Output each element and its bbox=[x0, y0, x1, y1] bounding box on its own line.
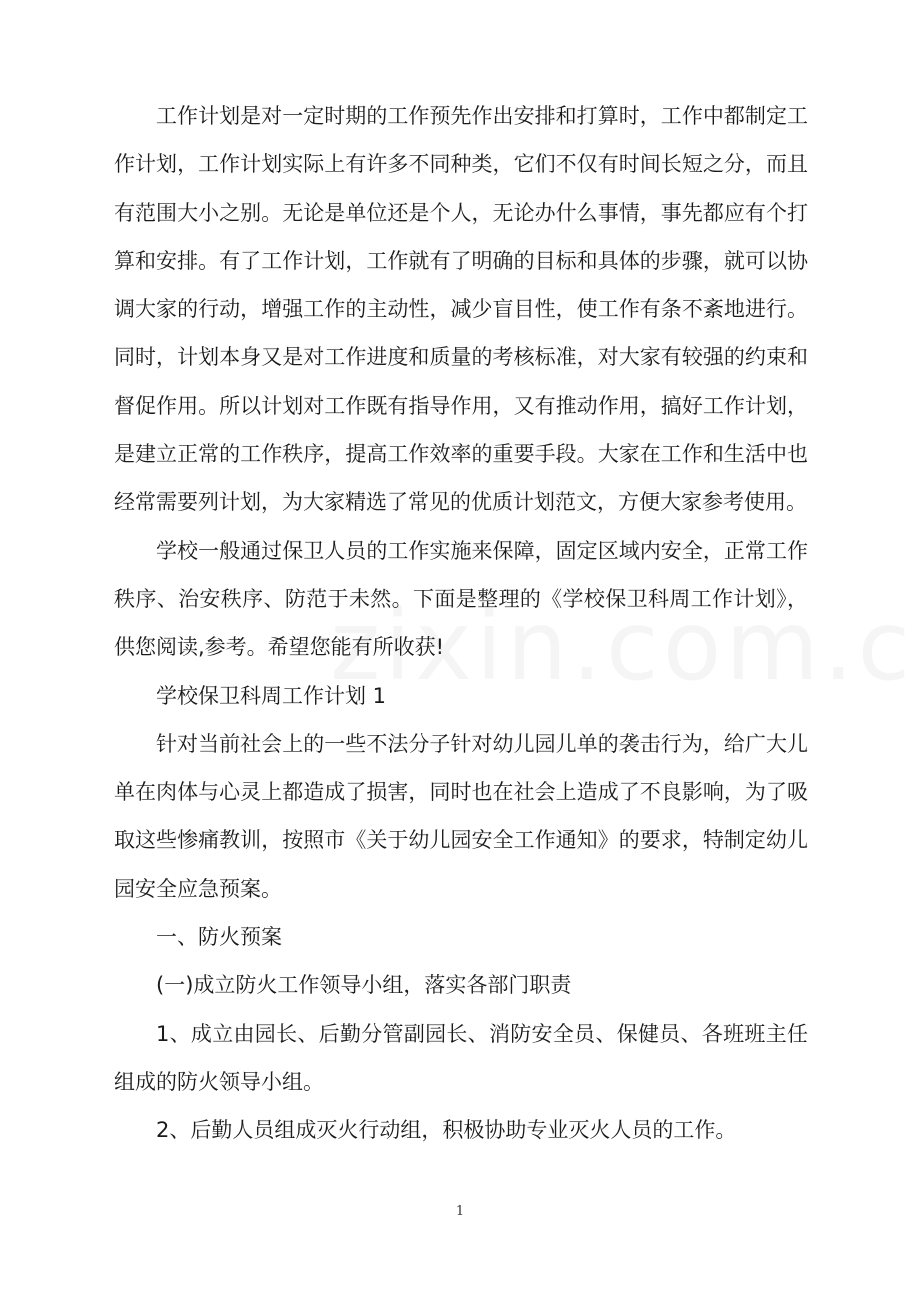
body-paragraph: 针对当前社会上的一些不法分子针对幼儿园儿单的袭击行为，给广大儿单在肉体与心灵上都造成了损害，同时也在社会上造成了不良影响，为了吸取这些惨痛教训，按照市《关于幼儿园安全工作通知》的要求，特制定幼儿园安全应急预案。 bbox=[114, 731, 808, 901]
heading-level-2: (一)成立防火工作领导小组，落实各部门职责 bbox=[156, 973, 572, 998]
document-body bbox=[114, 92, 808, 1155]
summary-paragraph: 学校一般通过保卫人员的工作实施来保障，固定区域内安全，正常工作秩序、治安秩序、防范于未然。下面是整理的《学校保卫科周工作计划》，供您阅读,参考。希望您能有所收获! bbox=[114, 538, 808, 660]
heading-level-1: 一、防火预案 bbox=[156, 925, 282, 950]
list-item-2: 2、后勤人员组成灭火行动组，积极协助专业灭火人员的工作。 bbox=[156, 1118, 737, 1143]
page-number: 1 bbox=[455, 1204, 465, 1219]
intro-paragraph: 工作计划是对一定时期的工作预先作出安排和打算时，工作中都制定工作计划，工作计划实际上有许多不同种类，它们不仅有时间长短之分，而且有范围大小之别。无论是单位还是个人，无论办什么事情，事先都应有个打算和安排。有了工作计划，工作就有了明确的目标和具体的步骤，就可以协调大家的行动，增强工作的主动性，减少盲目性，使工作有条不紊地进行。同时，计划本身又是对工作进度和质量的考核标准，对大家有较强的约束和督促作用。所以计划对工作既有指导作用，又有推动作用，搞好工作计划，是建立正常的工作秩序，提高工作效率的重要手段。大家在工作和生活中也经常需要列计划，为大家精选了常见的优质计划范文，方便大家参考使用。 bbox=[114, 104, 808, 515]
section-title: 学校保卫科周工作计划 1 bbox=[156, 683, 387, 708]
list-item-1: 1、成立由园长、后勤分管副园长、消防安全员、保健员、各班班主任组成的防火领导小组。 bbox=[114, 1021, 808, 1094]
